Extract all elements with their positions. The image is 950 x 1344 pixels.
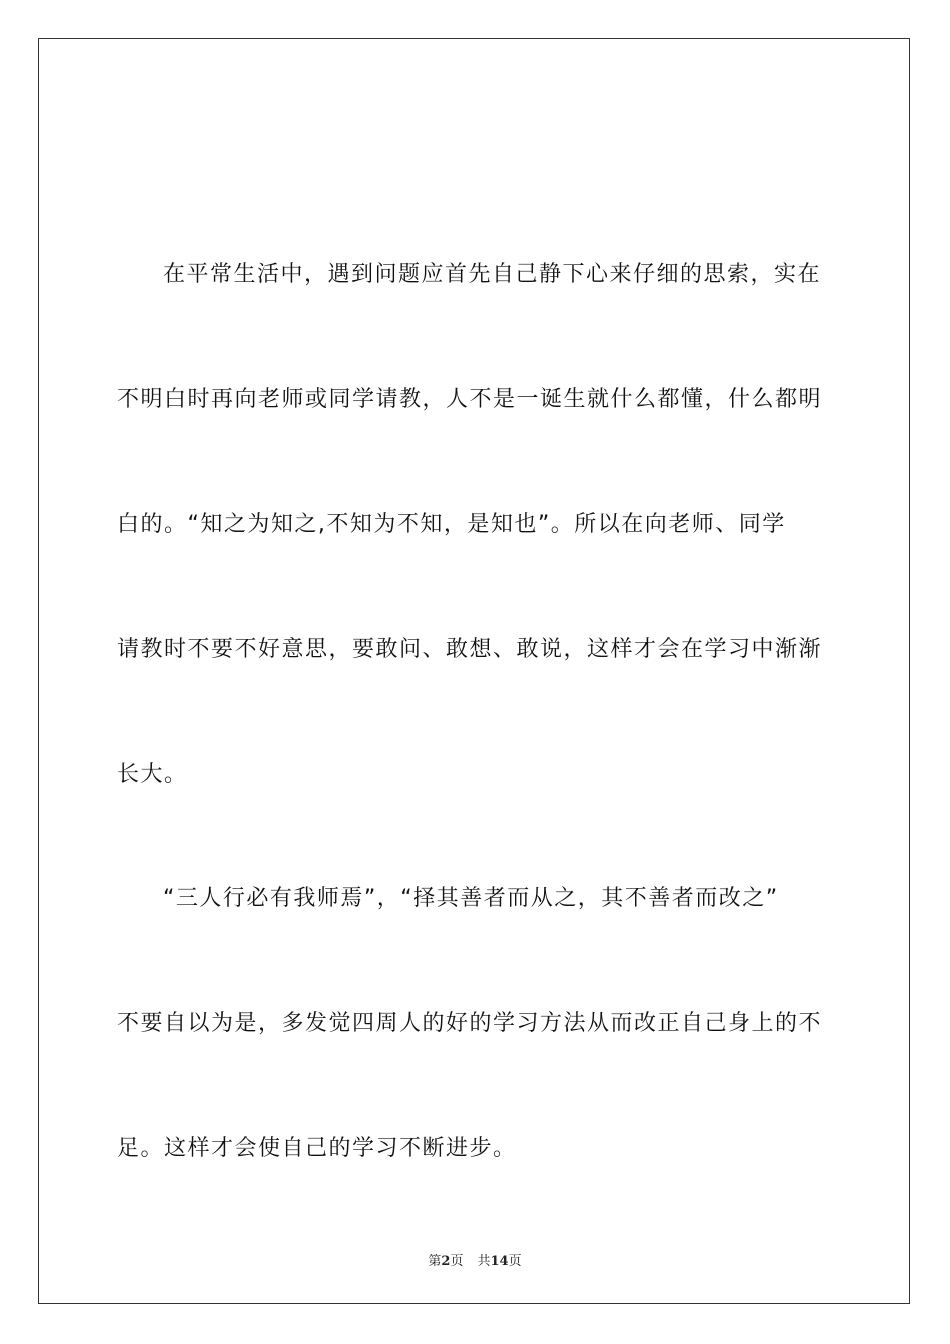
footer-page-prefix: 第 <box>428 1254 442 1269</box>
paragraph-1-line-3: 白的。“知之为知之,不知为不知，是知也”。所以在向老师、同学 <box>117 512 786 537</box>
paragraph-1-line-1: 在平常生活中，遇到问题应首先自己静下心来仔细的思索，实在 <box>163 262 822 287</box>
footer-total-suffix: 页 <box>508 1254 522 1269</box>
paragraph-2-line-2: 不要自以为是，多发觉四周人的好的学习方法从而改正自己身上的不 <box>117 1011 823 1036</box>
page-border <box>38 38 910 1304</box>
page-footer <box>0 1250 950 1269</box>
paragraph-2-line-3: 足。这样才会使自己的学习不断进步。 <box>117 1136 517 1161</box>
paragraph-1-line-4: 请教时不要不好意思，要敢问、敢想、敢说，这样才会在学习中渐渐 <box>117 637 823 662</box>
footer-total-prefix: 共 <box>477 1254 491 1269</box>
footer-page-number: 2 <box>441 1254 451 1269</box>
paragraph-1-line-2: 不明白时再向老师或同学请教，人不是一诞生就什么都懂，什么都明 <box>117 387 823 412</box>
footer-page-suffix: 页 <box>450 1254 464 1269</box>
paragraph-1-line-5: 长大。 <box>117 762 188 787</box>
paragraph-2-line-1: “三人行必有我师焉”，“择其善者而从之，其不善者而改之” <box>163 886 779 911</box>
footer-total-number: 14 <box>490 1254 509 1269</box>
